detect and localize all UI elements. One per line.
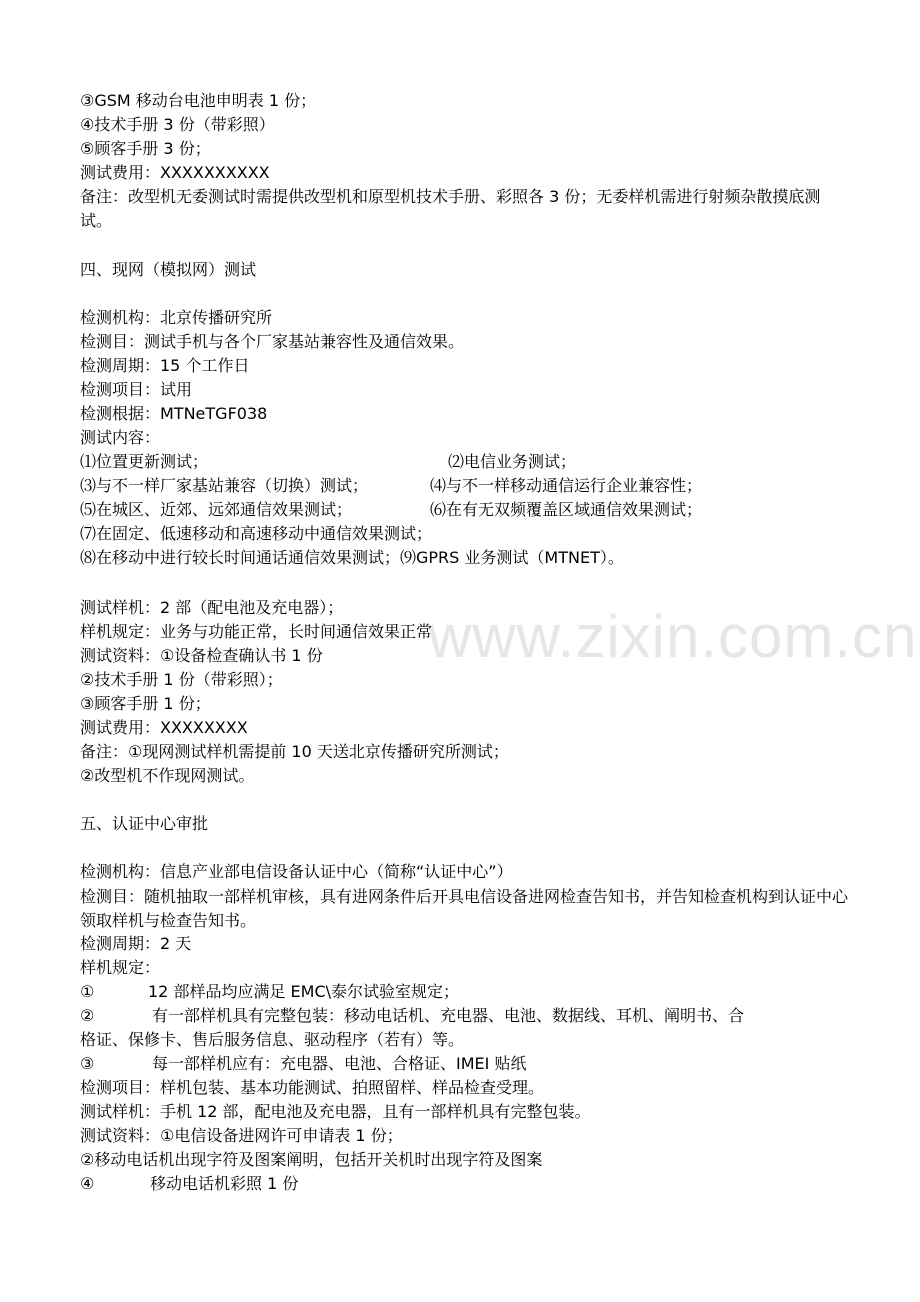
text-paragraph: 检测目：随机抽取一部样机审核，具有进网条件后开具电信设备进网检查告知书，并告知检查机构到认证中心领取样机与检查告知书。 [80,887,849,930]
list-item: 12 部样品均应满足 EMC\泰尔试验室规定； [148,982,460,1001]
text-line: ②技术手册 1 份（带彩照）； [80,670,283,689]
text-line: 测试内容： [80,428,161,447]
note-paragraph: 备注：改型机无委测试时需提供改型机和原型机技术手册、彩照各 3 份；无委样机需进行射频杂散摸底测试。 [80,187,821,230]
list-number: ① [80,982,95,1001]
text-line: 测试样机：2 部（配电池及充电器）； [80,598,344,617]
text-line: 检测周期：15 个工作日 [80,356,250,375]
list-item-continuation: 格证、保修卡、售后服务信息、驱动程序（若有）等。 [80,1030,465,1049]
test-item: ⑷与不一样移动通信运行企业兼容性； [430,476,703,495]
text-line: 测试样机：手机 12 部，配电池及充电器，且有一部样机具有完整包装。 [80,1102,591,1121]
test-item: ⑵电信业务测试； [448,452,577,471]
text-line: ②移动电话机出现字符及图案阐明，包括开关机时出现字符及图案 [80,1150,543,1169]
text-line: 测试资料：①设备检查确认书 1 份 [80,646,323,665]
test-item: ⑺在固定、低速移动和高速移动中通信效果测试； [80,524,433,543]
list-number: ② [80,1006,95,1025]
text-line: 检测项目：试用 [80,380,193,399]
test-item: ⑻在移动中进行较长时间通话通信效果测试；⑼GPRS 业务测试（MTNET）。 [80,548,624,567]
text-line: ②改型机不作现网测试。 [80,766,255,785]
test-item: ⑴位置更新测试； [80,452,209,471]
text-line: 测试资料：①电信设备进网许可申请表 1 份； [80,1126,403,1145]
list-number: ④ [80,1174,95,1193]
list-item: 有一部样机具有完整包装：移动电话机、充电器、电池、数据线、耳机、阐明书、合 [152,1006,745,1025]
text-line: ⑤顾客手册 3 份； [80,139,211,158]
text-line: 检测目：测试手机与各个厂家基站兼容性及通信效果。 [80,332,465,351]
text-line: 检测根据：MTNeTGF038 [80,404,268,423]
text-line: 备注：①现网测试样机需提前 10 天送北京传播研究所测试； [80,742,509,761]
text-line: ③顾客手册 1 份； [80,694,211,713]
list-item: 移动电话机彩照 1 份 [150,1174,299,1193]
text-line: 样机规定：业务与功能正常，长时间通信效果正常 [80,622,433,641]
text-line: 检测机构：信息产业部电信设备认证中心（简称“认证中心”） [80,862,513,881]
test-item: ⑸在城区、近郊、远郊通信效果测试； [80,500,353,519]
section-heading: 四、现网（模拟网）测试 [80,260,257,279]
watermark: www.zixin.com.cn [428,603,918,670]
test-item: ⑹在有无双频覆盖区域通信效果测试； [430,500,703,519]
text-line: 检测项目：样机包装、基本功能测试、拍照留样、样品检查受理。 [80,1078,545,1097]
list-number: ③ [80,1054,95,1073]
text-line: 检测周期：2 天 [80,934,192,953]
section-heading: 五、认证中心审批 [80,814,209,833]
text-line: 测试费用：XXXXXXXXXX [80,163,270,182]
text-line: ④技术手册 3 份（带彩照） [80,115,275,134]
text-line: 测试费用：XXXXXXXX [80,718,248,737]
text-line: 样机规定： [80,958,161,977]
test-item: ⑶与不一样厂家基站兼容（切换）测试； [80,476,369,495]
text-line: 检测机构：北京传播研究所 [80,308,273,327]
text-line: ③GSM 移动台电池申明表 1 份； [80,91,317,110]
list-item: 每一部样机应有：充电器、电池、合格证、IMEI 贴纸 [152,1054,527,1073]
